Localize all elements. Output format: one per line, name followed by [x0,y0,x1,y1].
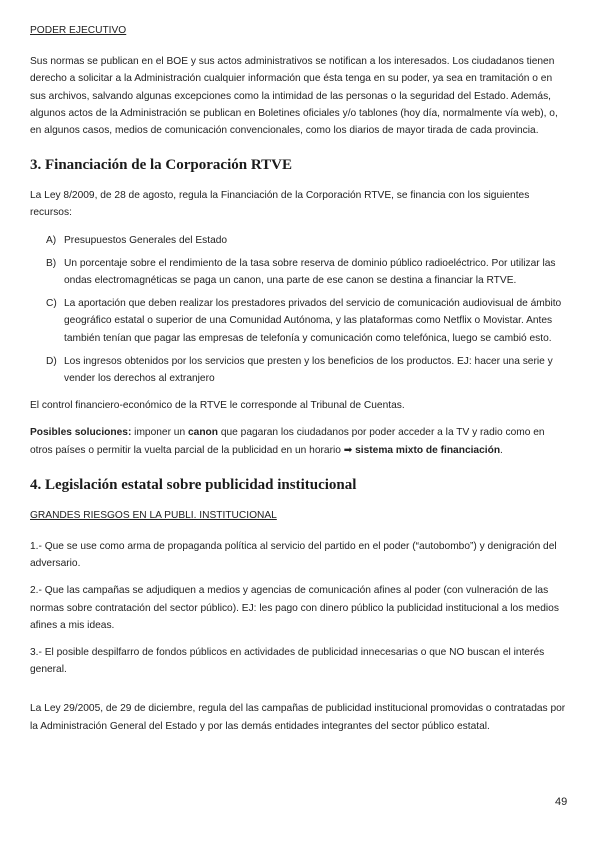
list-item [30,232,570,249]
list-marker: B) [46,257,57,269]
list-item [30,295,570,347]
document-page [30,22,570,745]
list-item-text: Presupuestos Generales del Estado [64,234,228,246]
list-item [30,353,570,387]
solutions-end: . [500,444,503,456]
risk-item: 3.- El posible despilfarro de fondos públicos en actividades de publicidad innecesarias o que NO buscan el interés general. [30,647,545,676]
spacer [30,688,570,700]
mixed-system-term: sistema mixto de financiación [352,444,501,456]
list-item [30,255,570,289]
poder-ejecutivo-paragraph: Sus normas se publican en el BOE y sus actos administrativos se notifican a los interesados. Los ciudadanos tienen derecho a solicitar a la Administración cualquier información que ésta tenga en su poder, ya sea en tramitación o en sus archivos, salvando algunas excepciones como la intimidad de las personas o la seguridad del Estado. Además, algunos actos de la Administración se publican en Boletines oficiales y/o tablones (hoy día, normalmente vía web), o, en algunos casos, medios de comunicación convencionales, como los diarios de mayor tirada de cada provincia. [30,56,558,137]
section-3-title: 3. Financiación de la Corporación RTVE [30,157,292,174]
page-number: 49 [555,796,568,808]
list-marker: C) [46,298,57,310]
solutions-label: Posibles soluciones: [30,427,132,439]
risks-subheading: GRANDES RIESGOS EN LA PUBLI. INSTITUCIONAL [30,509,277,521]
risk-item: 2.- Que las campañas se adjudiquen a medios y agencias de comunicación afines al poder (con vulneración de las normas sobre contratación del sector público). EJ: les pago con dinero público la publicidad institucional a los medios afines a mis ideas. [30,585,559,631]
solutions-text-1: imponer un [131,427,188,439]
list-marker: D) [46,355,57,367]
law-paragraph: La Ley 29/2005, de 29 de diciembre, regula del las campañas de publicidad institucional promovidas o contratadas por la Administración General del Estado y por las demás entidades integrantes del sector público estatal. [30,703,566,732]
control-paragraph: El control financiero-económico de la RTVE le corresponde al Tribunal de Cuentas. [30,400,405,412]
solutions-text-2: que pagaran los ciudadanos por poder acceder a la TV y radio como en otros países o permitir la vuelta parcial de la publicidad en un horario [30,427,545,456]
canon-term: canon [187,427,218,439]
poder-ejecutivo-heading: PODER EJECUTIVO [30,25,127,36]
list-item-text: Los ingresos obtenidos por los servicios que presten y los beneficios de los productos. EJ: hacer una serie y vender los derechos al extranjero [64,355,553,385]
solutions-paragraph [30,424,570,458]
list-item-text: La aportación que deben realizar los prestadores privados del servicio de comunicación audiovisual de ámbito geográfico estatal o superior de una Comunidad Autónoma, y las plataformas como Netflix o Movistar. Antes también tenían que pagar las empresas de telefonía y comunicación como telefónica, luego se cambió esto. [64,298,562,344]
arrow-icon: ➡ [343,444,353,456]
section-3-intro: La Ley 8/2009, de 28 de agosto, regula la Financiación de la Corporación RTVE, se financia con los siguientes recursos: [30,190,530,219]
section-4-title: 4. Legislación estatal sobre publicidad institucional [30,476,357,493]
financing-resources-list [30,232,570,388]
risk-item: 1.- Que se use como arma de propaganda política al servicio del partido en el poder (“autobombo”) y denigración del adversario. [30,541,557,570]
list-item-text: Un porcentaje sobre el rendimiento de la tasa sobre reserva de dominio público radioeléctrico. Por utilizar las ondas electromagnéticas se paga un canon, una parte de ese canon se destina a financiar la RTVE. [64,257,556,287]
list-marker: A) [46,234,57,246]
